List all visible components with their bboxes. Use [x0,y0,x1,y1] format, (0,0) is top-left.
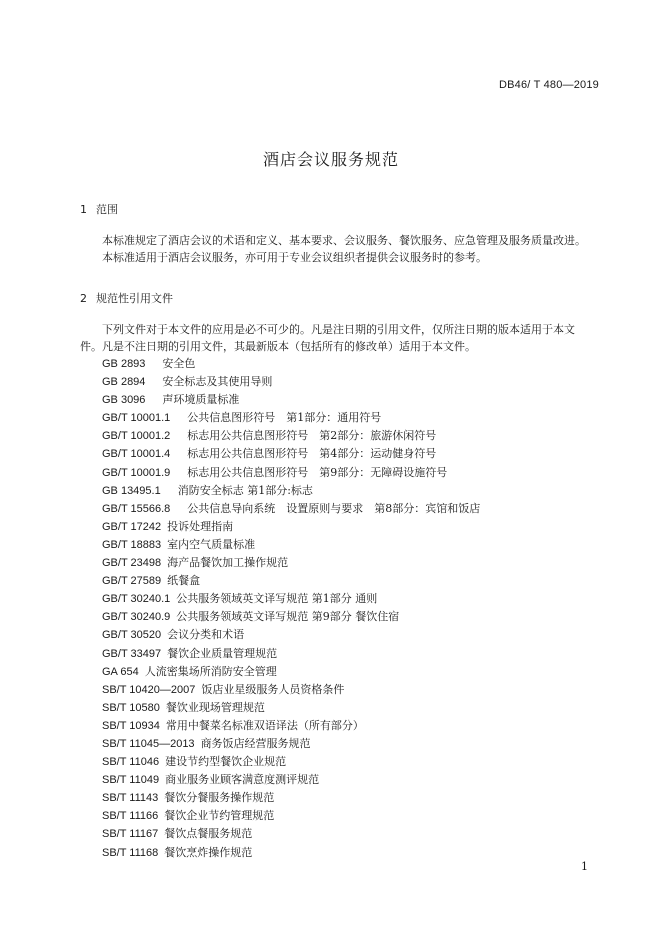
reference-title: 餐饮点餐服务规范 [164,827,253,841]
reference-title: 餐饮企业节约管理规范 [164,809,275,823]
reference-item [102,663,480,681]
reference-list [102,355,480,862]
reference-item [102,699,480,717]
section-scope-body [80,232,605,266]
reference-code: GB/T 33497 [102,647,162,660]
reference-item [102,500,480,518]
document-number: DB46/ T 480—2019 [498,79,599,91]
reference-title: 公共服务领域英文译写规范 第9部分 餐饮住宿 [176,610,400,624]
reference-item [102,464,480,482]
reference-title: 公共信息图形符号 第1部分：通用符号 [176,411,382,425]
reference-code: GB 3096 [102,394,146,407]
reference-item [102,771,480,789]
reference-code: GB/T 10001.2 [102,430,171,443]
reference-item [102,844,480,862]
reference-title: 商务饭店经营服务规范 [200,736,311,750]
reference-code: GB/T 10001.1 [102,412,171,425]
reference-item [102,681,480,699]
paragraph-line: 件。凡是不注日期的引用文件，其最新版本（包括所有的修改单）适用于本文件。 [80,340,476,353]
reference-item [102,735,480,753]
reference-title: 餐饮烹炸操作规范 [164,845,253,859]
reference-item [102,409,480,427]
reference-item [102,518,480,536]
reference-title: 投诉处理指南 [167,519,234,533]
reference-item [102,445,480,463]
reference-code: GA 654 [102,665,139,678]
reference-item [102,753,480,771]
reference-item [102,807,480,825]
section-references-body [80,321,605,355]
reference-title: 海产品餐饮加工操作规范 [167,556,289,570]
reference-code: GB/T 23498 [102,557,162,570]
reference-title: 餐饮分餐服务操作规范 [164,791,275,805]
reference-title: 常用中餐菜名标准双语译法（所有部分） [165,718,364,732]
reference-item [102,373,480,391]
reference-title: 纸餐盒 [167,574,201,588]
reference-code: SB/T 11046 [102,756,160,769]
reference-title: 公共信息导向系统 设置原则与要求 第8部分：宾馆和饭店 [176,501,481,515]
paragraph-line: 下列文件对于本文件的应用是必不可少的。凡是注日期的引用文件，仅所注日期的版本适用于本文 [102,323,575,336]
reference-title: 会议分类和术语 [167,628,245,642]
reference-code: GB/T 10001.9 [102,466,171,479]
reference-item [102,717,480,735]
reference-title: 公共服务领域英文译写规范 第1部分 通则 [176,592,378,606]
reference-title: 建设节约型餐饮企业规范 [165,755,287,769]
reference-title: 安全标志及其使用导则 [151,375,273,389]
page-number: 1 [581,860,588,873]
section-number: 1 [80,203,87,216]
section-number: 2 [80,292,87,305]
reference-code: SB/T 10420—2007 [102,683,196,696]
section-heading-scope [80,201,118,217]
reference-title: 标志用公共信息图形符号 第4部分：运动健身符号 [176,447,437,461]
reference-item [102,825,480,843]
reference-item [102,355,480,373]
page-title: 酒店会议服务规范 [262,150,399,169]
reference-item [102,427,480,445]
reference-code: SB/T 11045—2013 [102,737,195,750]
reference-item [102,572,480,590]
reference-title: 标志用公共信息图形符号 第9部分：无障碍设施符号 [176,465,448,479]
reference-code: GB 13495.1 [102,484,161,497]
reference-item [102,590,480,608]
reference-item [102,626,480,644]
reference-item [102,391,480,409]
reference-code: SB/T 10580 [102,701,160,714]
reference-title: 消防安全标志 第1部分:标志 [166,483,313,497]
reference-code: GB/T 18883 [102,538,162,551]
reference-code: SB/T 11049 [102,774,160,787]
reference-item [102,608,480,626]
reference-item [102,789,480,807]
reference-title: 餐饮业现场管理规范 [165,700,265,714]
reference-title: 标志用公共信息图形符号 第2部分：旅游休闲符号 [176,429,437,443]
reference-code: GB/T 30240.9 [102,611,171,624]
reference-code: GB 2893 [102,358,146,370]
reference-code: SB/T 11166 [102,810,159,823]
paragraph: 本标准规定了酒店会议的术语和定义、基本要求、会议服务、餐饮服务、应急管理及服务质量改进。 [102,234,586,247]
reference-code: SB/T 10934 [102,719,160,732]
paragraph: 本标准适用于酒店会议服务，亦可用于专业会议组织者提供会议服务时的参考。 [102,251,487,264]
reference-code: GB/T 15566.8 [102,502,171,515]
reference-item [102,536,480,554]
reference-title: 安全色 [151,357,196,370]
reference-title: 室内空气质量标准 [167,537,256,551]
reference-code: SB/T 11143 [102,792,159,805]
section-title: 范围 [96,203,118,216]
reference-code: GB 2894 [102,376,146,389]
reference-code: GB/T 30520 [102,629,162,642]
reference-code: GB/T 10001.4 [102,448,171,461]
reference-title: 饭店业星级服务人员资格条件 [201,682,345,696]
reference-title: 声环境质量标准 [151,393,240,407]
reference-item [102,554,480,572]
reference-code: SB/T 11168 [102,846,159,859]
reference-code: SB/T 11167 [102,828,159,841]
reference-title: 商业服务业顾客满意度测评规范 [165,773,320,787]
section-title: 规范性引用文件 [96,292,173,305]
reference-code: GB/T 17242 [102,520,162,533]
reference-code: GB/T 27589 [102,575,162,588]
reference-item [102,482,480,500]
reference-title: 人流密集场所消防安全管理 [144,664,277,678]
reference-title: 餐饮企业质量管理规范 [167,646,278,660]
reference-item [102,645,480,663]
reference-code: GB/T 30240.1 [102,593,171,606]
section-heading-normative-references [80,290,173,306]
